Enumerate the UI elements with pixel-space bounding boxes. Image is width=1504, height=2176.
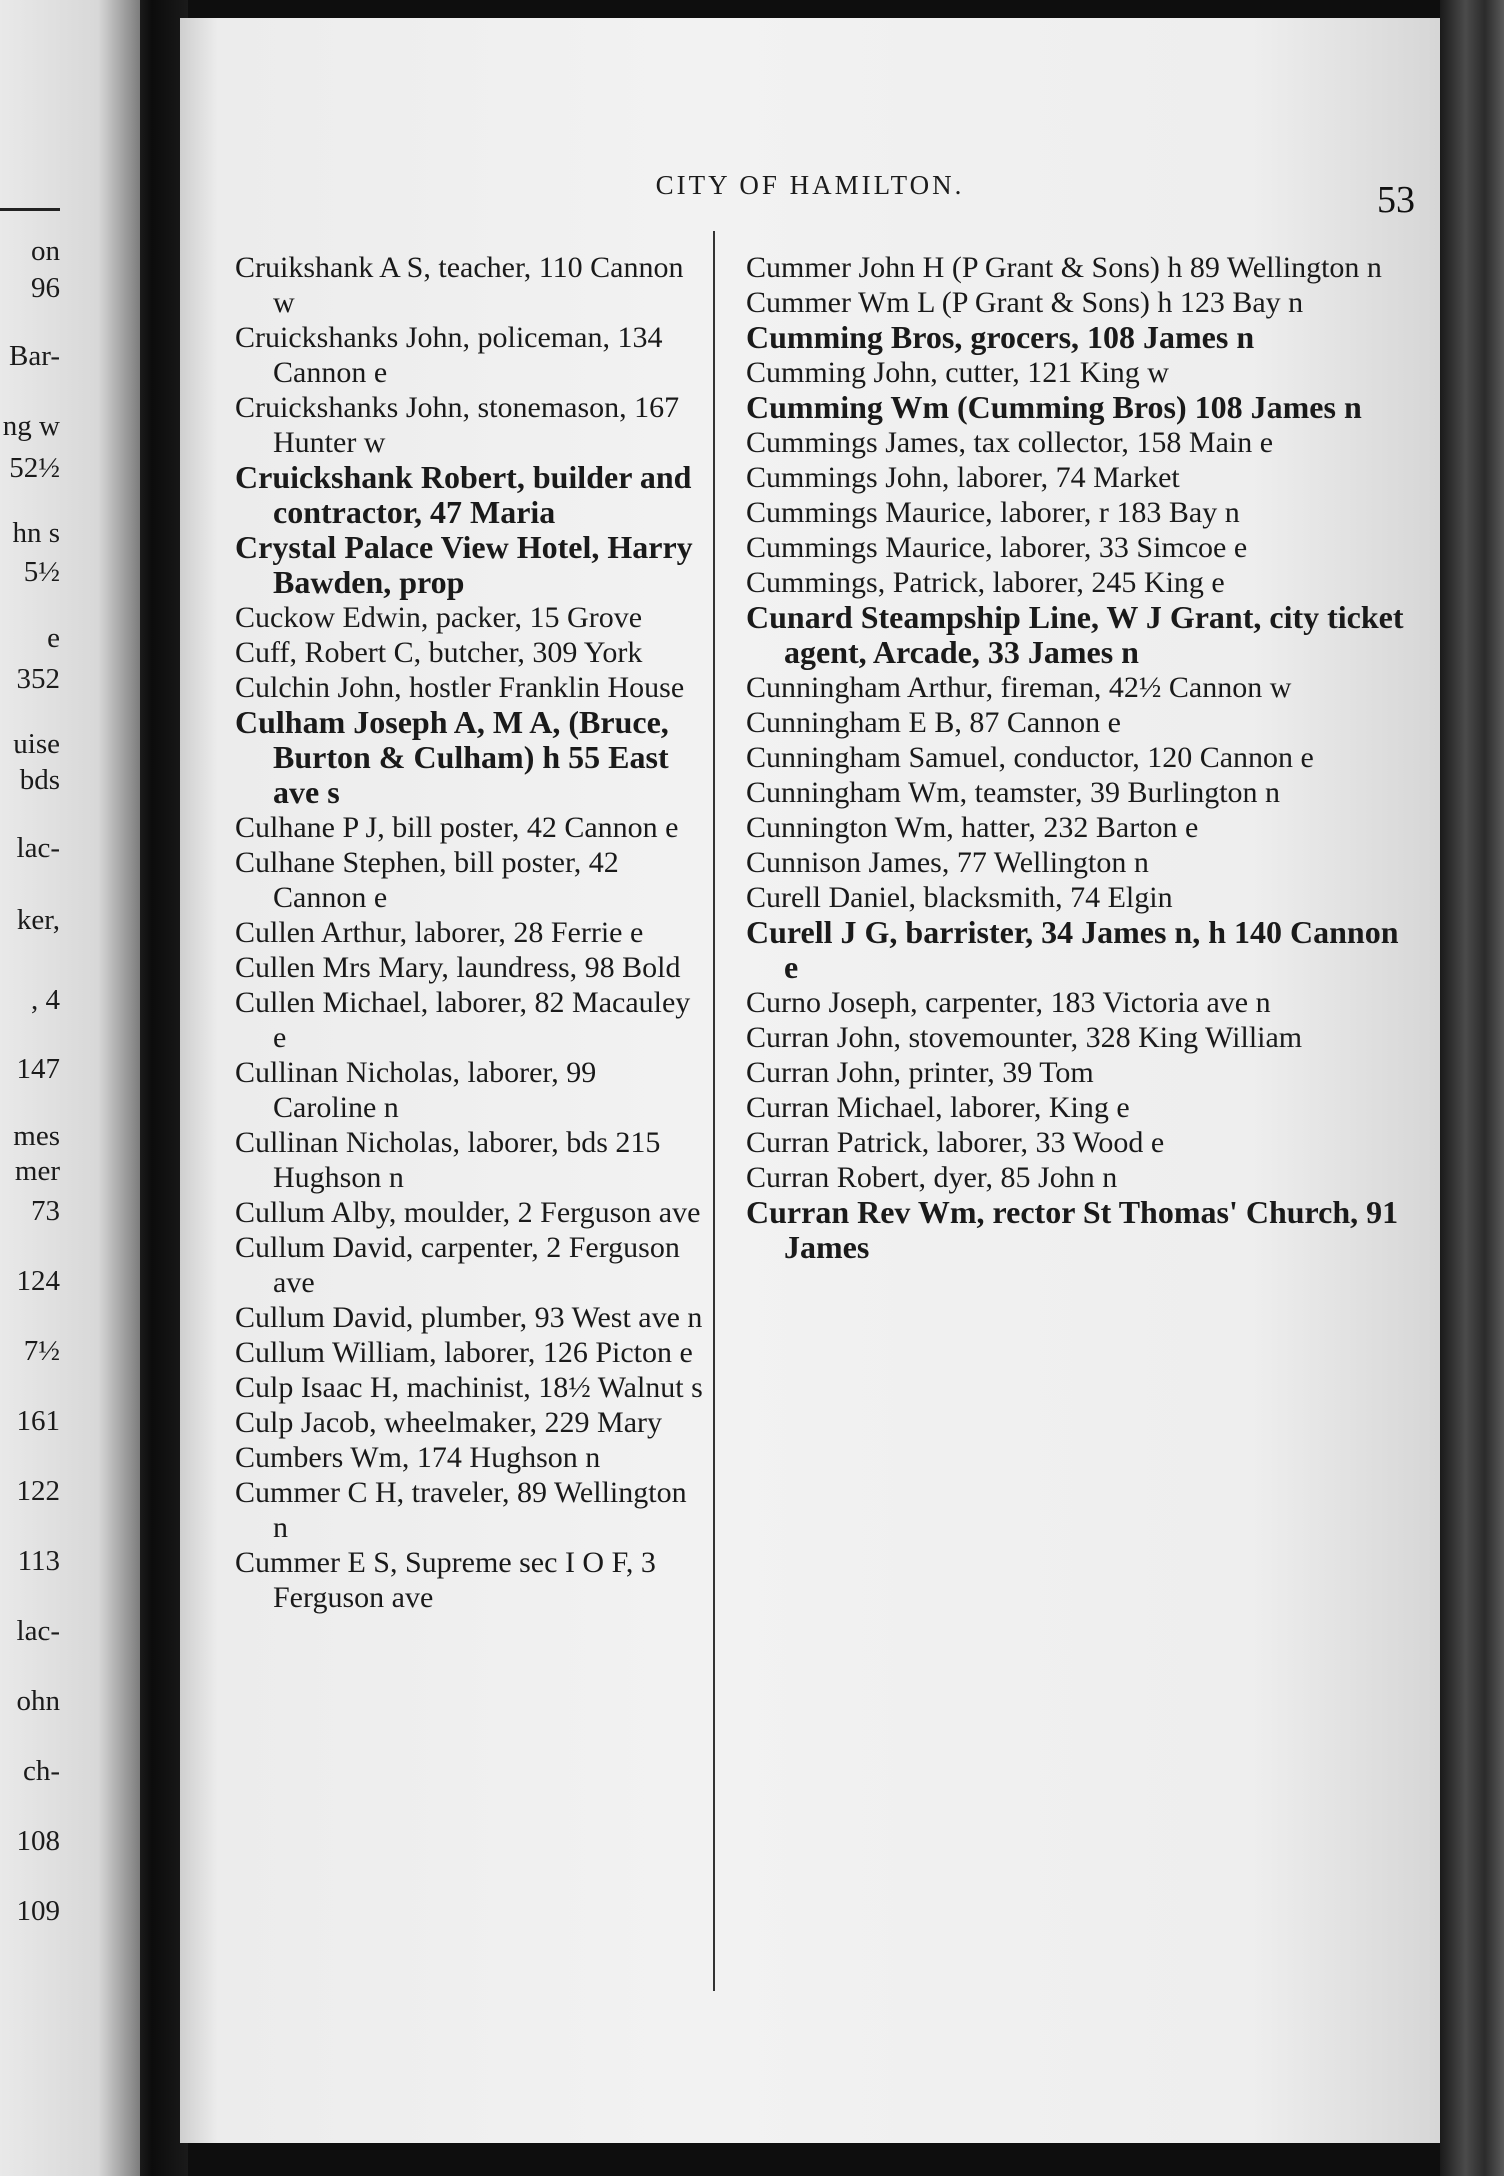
directory-entry: Curno Joseph, carpenter, 183 Victoria ave n xyxy=(746,986,1271,1019)
right-column xyxy=(746,250,1416,1265)
previous-page-fragment: 73 xyxy=(31,1195,60,1227)
directory-entry: Curran John, printer, 39 Tom xyxy=(746,1056,1094,1089)
running-head: CITY OF HAMILTON. xyxy=(655,170,965,200)
directory-entry: Culhane Stephen, bill poster, 42 Cannon e xyxy=(235,846,619,914)
previous-page-fragment: 113 xyxy=(17,1545,60,1577)
directory-entry: Curell Daniel, blacksmith, 74 Elgin xyxy=(746,881,1173,914)
book-edge-right xyxy=(1440,0,1504,2176)
previous-page-edge xyxy=(0,0,140,2176)
previous-page-fragment: 108 xyxy=(16,1825,60,1857)
directory-entry: Culhane P J, bill poster, 42 Cannon e xyxy=(235,811,679,844)
directory-entry: Culp Isaac H, machinist, 18½ Walnut s xyxy=(235,1371,703,1404)
directory-entry: Cummer C H, traveler, 89 Wellington n xyxy=(235,1476,687,1544)
directory-entry: Cummings James, tax collector, 158 Main e xyxy=(746,426,1274,459)
directory-entry: Cullum William, laborer, 126 Picton e xyxy=(235,1336,693,1369)
previous-page-fragment: 7½ xyxy=(23,1335,60,1367)
directory-entry: Cunningham Samuel, conductor, 120 Cannon e xyxy=(746,741,1314,774)
directory-entry: Cuff, Robert C, butcher, 309 York xyxy=(235,636,643,669)
directory-entry: Curran Michael, laborer, King e xyxy=(746,1091,1130,1124)
directory-entry-bold: Crystal Palace View Hotel, Harry Bawden, prop xyxy=(235,529,693,600)
directory-entry: Culp Jacob, wheelmaker, 229 Mary xyxy=(235,1406,663,1439)
directory-entry: Cruickshanks John, policeman, 134 Cannon e xyxy=(235,321,663,389)
directory-entry: Cummer E S, Supreme sec I O F, 3 Ferguson ave xyxy=(235,1546,656,1614)
previous-page-fragment: , 4 xyxy=(31,984,60,1016)
previous-page-fragment: bds xyxy=(19,764,60,796)
directory-entry: Cummer John H (P Grant & Sons) h 89 Wellington n xyxy=(746,251,1382,284)
directory-entry: Cunningham Arthur, fireman, 42½ Cannon w xyxy=(746,671,1292,704)
directory-entry: Cullen Mrs Mary, laundress, 98 Bold xyxy=(235,951,681,984)
directory-entry: Cullum David, carpenter, 2 Ferguson ave xyxy=(235,1231,680,1299)
directory-entry: Cummer Wm L (P Grant & Sons) h 123 Bay n xyxy=(746,286,1304,319)
directory-entry: Cumming John, cutter, 121 King w xyxy=(746,356,1169,389)
directory-entry: Cunnington Wm, hatter, 232 Barton e xyxy=(746,811,1199,844)
directory-entry: Cullinan Nicholas, laborer, bds 215 Hughson n xyxy=(235,1126,661,1194)
previous-page-fragment: ng w xyxy=(2,410,60,442)
directory-entry-bold: Curell J G, barrister, 34 James n, h 140 Cannon e xyxy=(746,914,1399,985)
previous-page-fragment: lac- xyxy=(16,832,60,864)
previous-page-fragment: 147 xyxy=(16,1053,60,1085)
previous-page-fragment: 124 xyxy=(16,1265,60,1297)
previous-page-fragment: e xyxy=(47,622,60,654)
directory-entry: Cummings John, laborer, 74 Market xyxy=(746,461,1180,494)
previous-page-fragment: Bar- xyxy=(9,340,60,372)
directory-entry: Cummings Maurice, laborer, 33 Simcoe e xyxy=(746,531,1248,564)
directory-page xyxy=(180,18,1440,2143)
previous-page-fragment: 352 xyxy=(16,663,60,695)
directory-entry: Cruickshanks John, stonemason, 167 Hunter w xyxy=(235,391,680,459)
previous-page-fragment: ohn xyxy=(16,1685,60,1717)
previous-page-fragment: mes xyxy=(13,1120,60,1152)
directory-entry: Cunnison James, 77 Wellington n xyxy=(746,846,1149,879)
previous-page-fragment: 96 xyxy=(31,272,60,304)
directory-entry: Cuckow Edwin, packer, 15 Grove xyxy=(235,601,643,634)
previous-page-fragment: ker, xyxy=(16,904,60,936)
directory-entry-bold: Curran Rev Wm, rector St Thomas' Church, 91 James xyxy=(746,1194,1399,1265)
previous-page-fragment: ch- xyxy=(22,1755,60,1787)
directory-entry: Cunningham Wm, teamster, 39 Burlington n xyxy=(746,776,1281,809)
previous-page-fragment: 161 xyxy=(16,1405,60,1437)
directory-entry: Curran John, stovemounter, 328 King William xyxy=(746,1021,1303,1054)
directory-entry: Cullinan Nicholas, laborer, 99 Caroline n xyxy=(235,1056,597,1124)
previous-page-fragment: 122 xyxy=(16,1475,60,1507)
previous-page-fragment: 109 xyxy=(16,1895,60,1927)
directory-entry: Cullum David, plumber, 93 West ave n xyxy=(235,1301,703,1334)
directory-entry: Curran Patrick, laborer, 33 Wood e xyxy=(746,1126,1165,1159)
previous-page-fragment: mer xyxy=(14,1155,60,1187)
directory-entry-bold: Cruickshank Robert, builder and contractor, 47 Maria xyxy=(235,459,692,530)
directory-entry: Cummings, Patrick, laborer, 245 King e xyxy=(746,566,1225,599)
previous-page-fragment: 5½ xyxy=(23,556,60,588)
directory-entry-bold: Culham Joseph A, M A, (Bruce, Burton & Culham) h 55 East ave s xyxy=(235,704,669,810)
directory-entry: Culchin John, hostler Franklin House xyxy=(235,671,685,704)
previous-page-fragment: 52½ xyxy=(9,452,60,484)
directory-entry-bold: Cunard Steampship Line, W J Grant, city ticket agent, Arcade, 33 James n xyxy=(746,599,1404,670)
directory-entry: Cullen Michael, laborer, 82 Macauley e xyxy=(235,986,691,1054)
previous-page-rule xyxy=(0,208,60,211)
previous-page-fragment: lac- xyxy=(16,1615,60,1647)
directory-entry: Cullum Alby, moulder, 2 Ferguson ave xyxy=(235,1196,701,1229)
previous-page-fragment: hn s xyxy=(12,517,60,549)
directory-entry: Cruikshank A S, teacher, 110 Cannon w xyxy=(235,251,684,319)
previous-page-fragment: uise xyxy=(13,728,60,760)
directory-entry: Curran Robert, dyer, 85 John n xyxy=(746,1161,1118,1194)
directory-entry: Cunningham E B, 87 Cannon e xyxy=(746,706,1121,739)
page-number: 53 xyxy=(1377,179,1415,221)
directory-entry: Cullen Arthur, laborer, 28 Ferrie e xyxy=(235,916,644,949)
previous-page-fragment: on xyxy=(31,235,60,267)
column-divider xyxy=(713,231,715,1991)
directory-entry-bold: Cumming Wm (Cumming Bros) 108 James n xyxy=(746,389,1362,425)
left-column xyxy=(235,250,705,1615)
directory-entry: Cumbers Wm, 174 Hughson n xyxy=(235,1441,601,1474)
directory-entry: Cummings Maurice, laborer, r 183 Bay n xyxy=(746,496,1240,529)
directory-entry-bold: Cumming Bros, grocers, 108 James n xyxy=(746,319,1255,355)
